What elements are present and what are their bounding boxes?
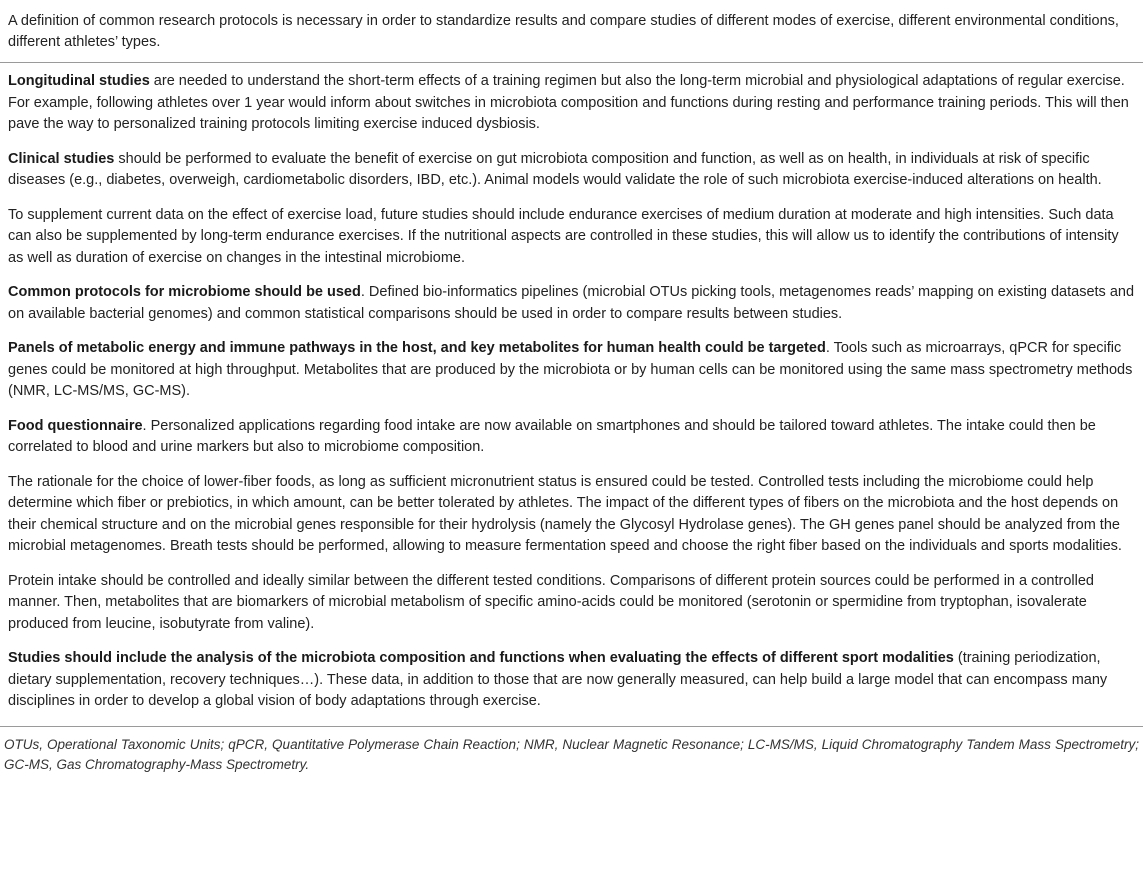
table-row [0,648,1143,713]
row-heading: Clinical studies [8,150,115,167]
row-text: . Defined bio-informatics pipelines (microbial OTUs picking tools, metagenomes reads’ mapping on existing datasets and on available bacterial genomes) and common statistical comparisons should be used in order to compare results between studies. [8,284,1135,322]
table-row [0,338,1143,403]
row-text: . Personalized applications regarding food intake are now available on smartphones and should be tailored toward athletes. The intake could then be correlated to blood and urine markers but also to microbiome composition. [8,417,1096,455]
row-text: should be performed to evaluate the benefit of exercise on gut microbiota composition and function, as well as on health, in individuals at risk of specific diseases (e.g., diabetes, overweigh, cardiometabolic disorders, IBD, etc.). Animal models would validate the role of such microbiota exercise-induced alterations on health. [8,150,1102,188]
table-row [0,472,1143,558]
row-text: To supplement current data on the effect of exercise load, future studies should include endurance exercises of medium duration at moderate and high intensities. Such data can also be supplemented by long-term endurance exercises. If the nutritional aspects are controlled in these studies, this will allow us to identify the contributions of intensity as well as duration of exercise on changes in the intestinal microbiome. [8,206,1119,266]
row-text-extra: For example, following athletes over 1 year would inform about switches in microbiota composition and functions during resting and performance training periods. This will then pave the way to personalized training protocols limiting exercise induced dysbiosis. [8,94,1129,132]
row-heading: Panels of metabolic energy and immune pathways in the host, and key metabolites for human health could be targeted [8,340,826,356]
table-body [0,63,1143,713]
row-heading: Studies should include the analysis of the microbiota composition and functions when evaluating the effects of different sport modalities [8,650,954,666]
table-header: A definition of common research protocols is necessary in order to standardize results and compare studies of different modes of exercise, different environmental conditions, different athletes’ types. [0,0,1143,63]
row-heading: Common protocols for microbiome should be used [8,284,361,300]
row-text: Protein intake should be controlled and ideally similar between the different tested conditions. Comparisons of different protein sources could be performed in a controlled manner. Then, metabolites that are biomarkers of microbial metabolism of specific amino-acids could be monitored (serotonin or spermidine from tryptophan, isovalerate produced from leucine, isobutyrate from valine). [8,572,1094,632]
table-row [0,282,1143,325]
table-row [0,571,1143,636]
table-row [0,416,1143,459]
row-text: are needed to understand the short-term effects of a training regimen but also the long-term microbial and physiological adaptations of regular exercise. [149,73,1125,89]
row-text: The rationale for the choice of lower-fiber foods, as long as sufficient micronutrient status is ensured could be tested. Controlled tests including the microbiome could help determine which fiber or prebiotics, in which amount, can be better tolerated by athletes. The impact of the different types of fibers on the microbiota and the host depends on their chemical structure and on the microbial genes responsible for their hydrolysis (namely the Glycosyl Hydrolase genes). The GH genes panel should be analyzed from the microbial metagenomes. Breath tests should be performed, allowing to measure fermentation speed and choose the right fiber based on the individuals and sports modalities. [8,473,1122,554]
row-heading: Longitudinal studies [8,73,150,89]
table-row [0,149,1143,192]
row-text: . Tools such as microarrays, qPCR for specific genes could be monitored at high throughput. Metabolites that are produced by the microbiota or by human cells can be monitored using the same mass spectrometry methods (NMR, LC-MS/MS, GC-MS). [8,340,1133,399]
table-row [0,71,1143,136]
row-heading: Food questionnaire [8,417,143,434]
table-row [0,205,1143,270]
table-footnote: OTUs, Operational Taxonomic Units; qPCR, Quantitative Polymerase Chain Reaction; NMR, Nuclear Magnetic Resonance; LC-MS/MS, Liquid Chromatography Tandem Mass Spectrometry; GC-MS, Gas Chromatography-Mass Spectrometry. [4,736,1139,772]
row-text: (training periodization, dietary supplementation, recovery techniques…). These data, in addition to those that are now generally measured, can help build a large model that can encompass many disciplines in order to develop a global vision of body adaptations through exercise. [8,650,1108,709]
